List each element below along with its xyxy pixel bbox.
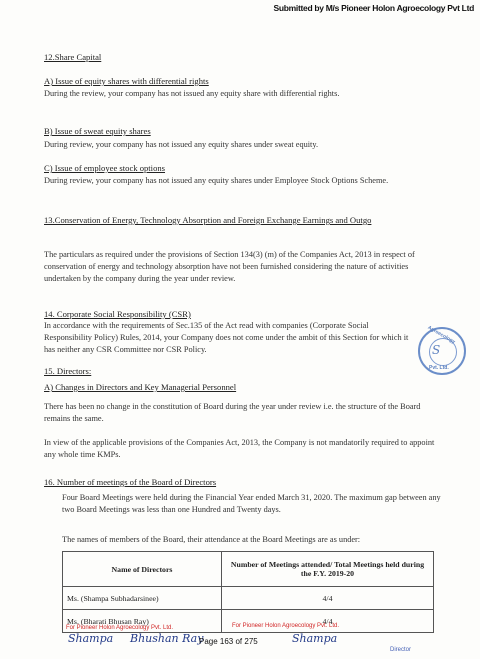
submission-header: Submitted by M/s Pioneer Holon Agroecology Pvt Ltd [273,3,474,13]
section-c-body: During review, your company has not issued any equity shares under Employee Stock Options Scheme. [44,176,389,185]
meetings-attended: 4/4 [222,587,434,610]
section-15-title: 15. Directors: [44,366,92,376]
company-stamp-left: For Pioneer Holon Agroecology Pvt. Ltd. [66,625,174,631]
page-number: Page 163 of 275 [199,637,258,646]
section-b-title: B) Issue of sweat equity shares [44,126,151,136]
section-16-body-2: The names of members of the Board, their attendance at the Board Meetings are as under: [62,535,361,544]
company-seal: Agroecology S Pvt. Ltd. [418,327,466,375]
section-14-body: In accordance with the requirements of Sec.135 of the Act read with companies (Corporate Social Responsibility Policy) Rules, 2014, your Company does not come under the ambit of this Section for which it has neither any CSR Committee nor CSR Policy. [44,321,409,354]
section-15a-title: A) Changes in Directors and Key Managerial Personnel [44,382,237,392]
director-stamp: Director [390,647,412,653]
section-a-title: A) Issue of equity shares with differential rights [44,76,209,86]
table-row [63,587,434,610]
section-15-body-2: In view of the applicable provisions of the Companies Act, 2013, the Company is not mandatorily required to appoint any whole time KMPs. [44,438,435,459]
section-15-body-1: There has been no change in the constitution of Board during the year under review i.e. the structure of the Board remains the same. [44,402,421,423]
company-stamp-right: For Pioneer Holon Agroecology Pvt. Ltd. [232,623,340,629]
section-12-title: 12.Share Capital [44,52,102,62]
signature-left: Shampa [68,632,114,645]
section-16-title: 16. Number of meetings of the Board of Directors [44,477,217,487]
director-name: Ms. (Shampa Subhadarsinee) [63,587,222,610]
section-b-body: During review, your company has not issued any equity shares under sweat equity. [44,140,319,149]
director-name: Ms. (Bharati Bhusan Ray) [63,610,222,633]
column-header-name: Name of Directors [63,552,222,587]
section-14-title: 14. Corporate Social Responsibility (CSR) [44,309,191,319]
section-c-title: C) Issue of employee stock options [44,163,166,173]
meetings-attended: 4/4 [222,610,434,633]
column-header-meetings: Number of Meetings attended/ Total Meetings held during the F.Y. 2019-20 [222,552,434,587]
section-16-body-1: Four Board Meetings were held during the Financial Year ended March 31, 2020. The maximum gap between any two Board Meetings was less than one Hundred and Twenty days. [62,493,441,514]
board-attendance-table [62,551,434,633]
table-header-row [63,552,434,587]
section-13-title: 13.Conservation of Energy, Technology Absorption and Foreign Exchange Earnings and Outgo [44,215,372,225]
section-13-body: The particulars as required under the provisions of Section 134(3) (m) of the Companies Act, 2013 in respect of conservation of energy and technology absorption have not been furnished considering the nature of activities undertaken by the company during the year under review. [44,250,415,283]
signature-right: Shampa [292,632,338,645]
section-a-body: During the review, your company has not issued any equity share with differential rights. [44,89,340,98]
signature-middle: Bhushan Ray [130,632,204,645]
